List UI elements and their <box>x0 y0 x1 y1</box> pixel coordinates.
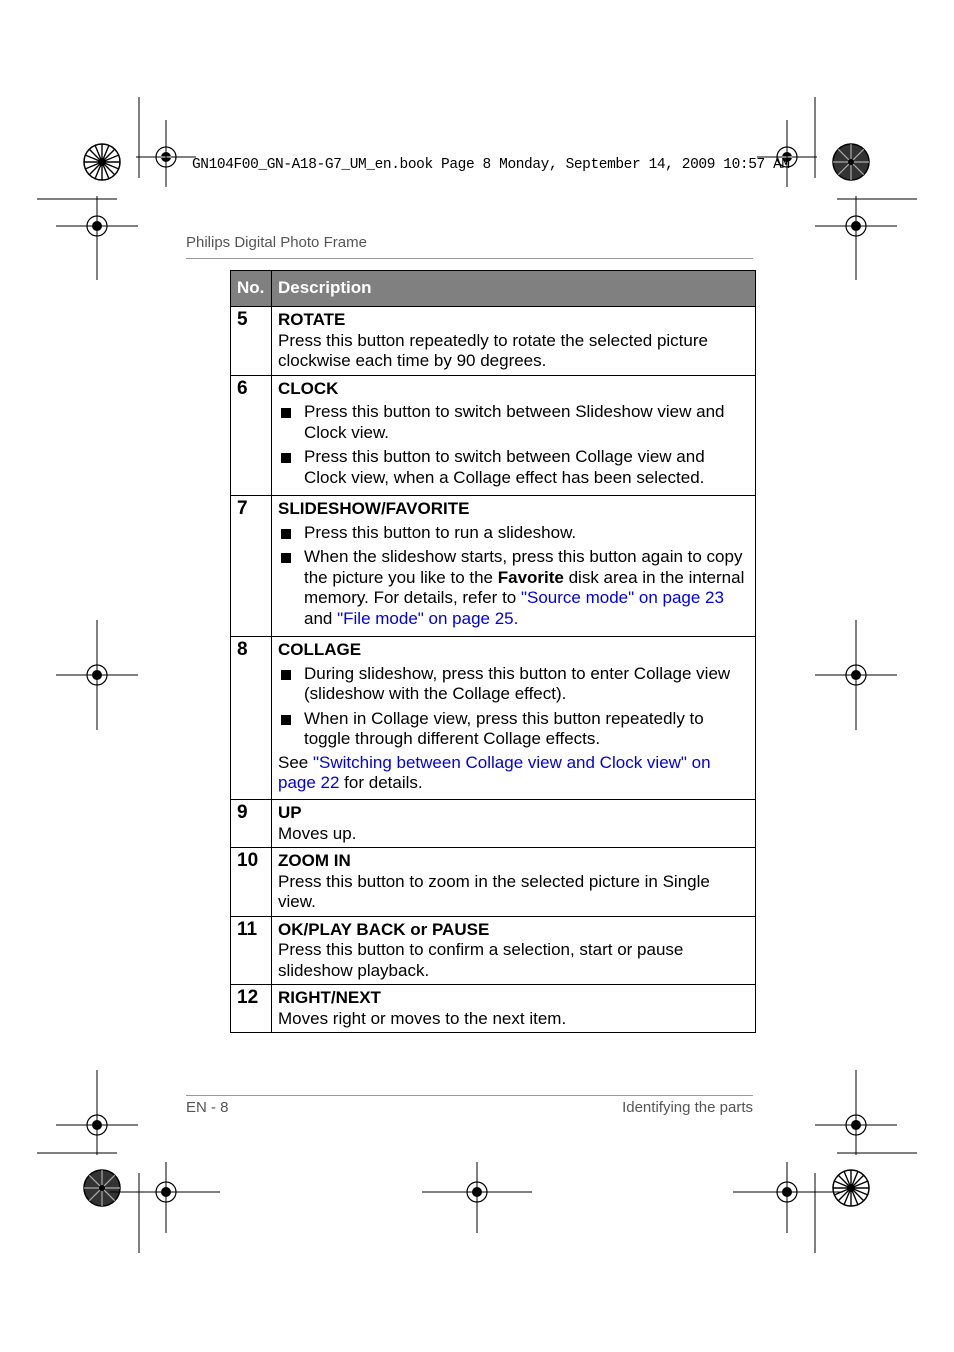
switching-view-link[interactable]: "Switching between Collage view and Clock view" on page 22 <box>278 752 711 792</box>
table-header-row <box>231 271 756 307</box>
row-text: Press this button repeatedly to rotate the selected picture clockwise each time by 90 degrees. <box>278 330 708 370</box>
row-number: 5 <box>231 307 272 376</box>
column-header-description: Description <box>272 271 756 307</box>
row-number: 9 <box>231 800 272 848</box>
row-number: 6 <box>231 375 272 496</box>
table-row <box>231 848 756 917</box>
bullet-list <box>278 664 749 750</box>
see-text: for details. <box>339 773 423 792</box>
row-description <box>272 375 756 496</box>
parts-table <box>230 270 756 1033</box>
bullet-text: and <box>304 608 338 628</box>
row-title: OK/PLAY BACK or PAUSE <box>278 919 490 939</box>
row-description <box>272 848 756 917</box>
row-text: Moves right or moves to the next item. <box>278 1008 567 1028</box>
row-description <box>272 637 756 800</box>
bullet-list <box>278 523 749 630</box>
table-row <box>231 985 756 1033</box>
list-item <box>278 547 749 629</box>
row-title: ZOOM IN <box>278 851 351 870</box>
bullet-text: . <box>513 608 519 628</box>
table-row <box>231 307 756 376</box>
row-title: CLOCK <box>278 378 339 398</box>
bullet-text: disk area in the internal memory. For details, refer to <box>304 567 745 607</box>
row-description <box>272 916 756 985</box>
row-number: 12 <box>231 985 272 1033</box>
footer-rule <box>186 1095 753 1096</box>
row-text: Press this button to zoom in the selected picture in Single view. <box>278 871 710 911</box>
favorite-term: Favorite <box>497 567 564 587</box>
table-row <box>231 637 756 800</box>
row-text: Press this button to confirm a selection, start or pause slideshow playback. <box>278 940 684 980</box>
table-row <box>231 800 756 848</box>
row-number: 8 <box>231 637 272 800</box>
table-row <box>231 375 756 496</box>
bullet-list <box>278 402 749 488</box>
running-head: Philips Digital Photo Frame <box>186 234 367 251</box>
list-item: During slideshow, press this button to enter Collage view (slideshow with the Collage effect). <box>278 664 749 705</box>
header-rule <box>186 258 753 259</box>
list-item: Press this button to switch between Collage view and Clock view, when a Collage effect has been selected. <box>278 447 749 488</box>
row-title: COLLAGE <box>278 640 362 659</box>
row-description <box>272 496 756 637</box>
file-mode-link[interactable]: "File mode" on page 25 <box>337 608 514 628</box>
chapter-title: Identifying the parts <box>622 1099 753 1116</box>
row-title: RIGHT/NEXT <box>278 988 381 1007</box>
row-number: 10 <box>231 848 272 917</box>
see-also <box>278 753 749 794</box>
see-text: See <box>278 752 313 772</box>
source-mode-link[interactable]: "Source mode" on page 23 <box>520 588 724 607</box>
column-header-no: No. <box>231 271 272 307</box>
book-slug: GN104F00_GN-A18-G7_UM_en.book Page 8 Monday, September 14, 2009 10:57 AM <box>192 157 790 173</box>
page-number: EN - 8 <box>186 1099 229 1116</box>
bullet-text: When the slideshow starts, press this button again to copy the picture you like to the <box>304 547 743 587</box>
row-number: 11 <box>231 916 272 985</box>
row-description <box>272 985 756 1033</box>
row-number: 7 <box>231 496 272 637</box>
row-title: UP <box>278 803 302 822</box>
row-title: ROTATE <box>278 310 346 329</box>
list-item: Press this button to run a slideshow. <box>278 523 749 544</box>
table-row <box>231 496 756 637</box>
row-text: Moves up. <box>278 823 357 843</box>
list-item: When in Collage view, press this button repeatedly to toggle through different Collage effects. <box>278 709 749 750</box>
row-description <box>272 800 756 848</box>
list-item: Press this button to switch between Slideshow view and Clock view. <box>278 402 749 443</box>
row-description <box>272 307 756 376</box>
table-row <box>231 916 756 985</box>
row-title: SLIDESHOW/FAVORITE <box>278 499 470 518</box>
